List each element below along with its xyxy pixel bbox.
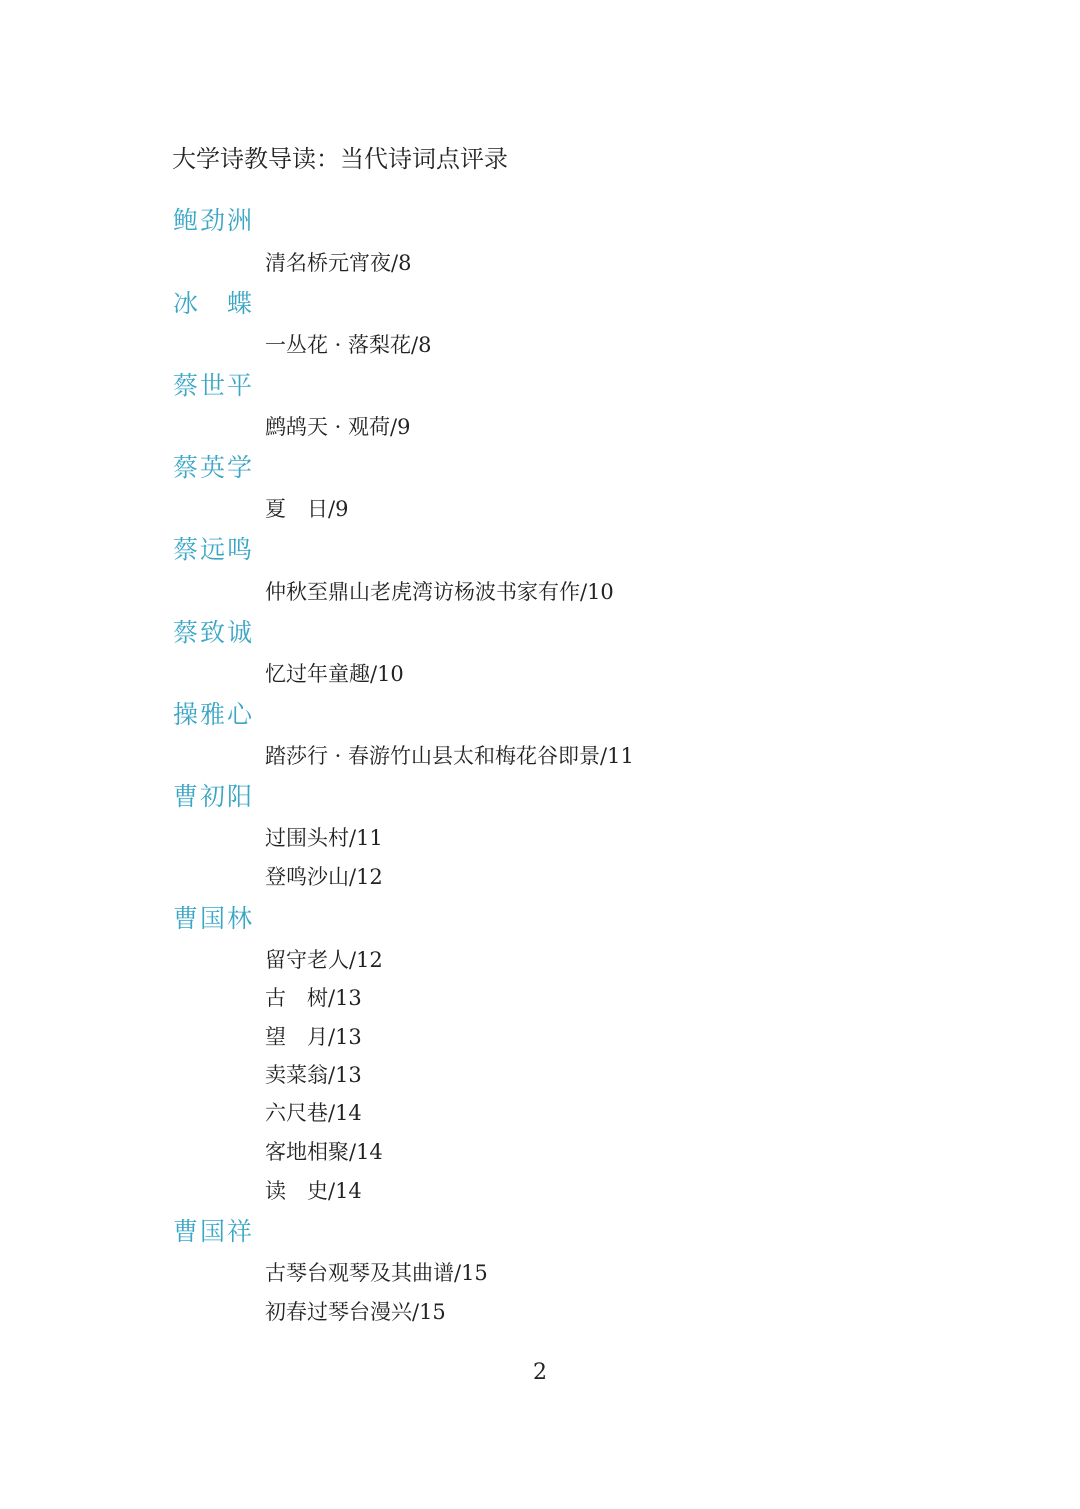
author-name: 曹国祥 <box>173 1217 255 1246</box>
author-name: 蔡致诚 <box>173 618 255 647</box>
poem-entry: 客地相聚/14 <box>265 1140 383 1164</box>
author-name: 蔡世平 <box>173 371 255 400</box>
author-name: 鲍劲洲 <box>173 206 255 235</box>
author-name: 蔡远鸣 <box>173 535 255 564</box>
poem-entry: 留守老人/12 <box>265 948 383 972</box>
poem-entry: 忆过年童趣/10 <box>265 662 404 686</box>
poem-entry: 踏莎行 · 春游竹山县太和梅花谷即景/11 <box>265 744 634 768</box>
poem-entry: 初春过琴台漫兴/15 <box>265 1300 446 1324</box>
poem-entry: 读 史/14 <box>265 1179 362 1203</box>
poem-entry: 过围头村/11 <box>265 826 383 850</box>
author-name: 曹国林 <box>173 904 255 933</box>
poem-entry: 夏 日/9 <box>265 497 349 521</box>
author-name: 操雅心 <box>173 700 255 729</box>
poem-entry: 仲秋至鼎山老虎湾访杨波书家有作/10 <box>265 580 614 604</box>
poem-entry: 登鸣沙山/12 <box>265 865 383 889</box>
poem-entry: 一丛花 · 落梨花/8 <box>265 333 432 357</box>
page-header: 大学诗教导读：当代诗词点评录 <box>172 145 508 173</box>
poem-entry: 古 树/13 <box>265 986 362 1010</box>
author-name: 曹初阳 <box>173 782 255 811</box>
poem-entry: 古琴台观琴及其曲谱/15 <box>265 1261 488 1285</box>
page-number: 2 <box>533 1360 547 1385</box>
author-name: 冰 蝶 <box>173 289 255 318</box>
author-name: 蔡英学 <box>173 453 255 482</box>
poem-entry: 六尺巷/14 <box>265 1101 362 1125</box>
poem-entry: 卖菜翁/13 <box>265 1063 362 1087</box>
poem-entry: 望 月/13 <box>265 1025 362 1049</box>
poem-entry: 清名桥元宵夜/8 <box>265 251 412 275</box>
poem-entry: 鹧鸪天 · 观荷/9 <box>265 415 411 439</box>
